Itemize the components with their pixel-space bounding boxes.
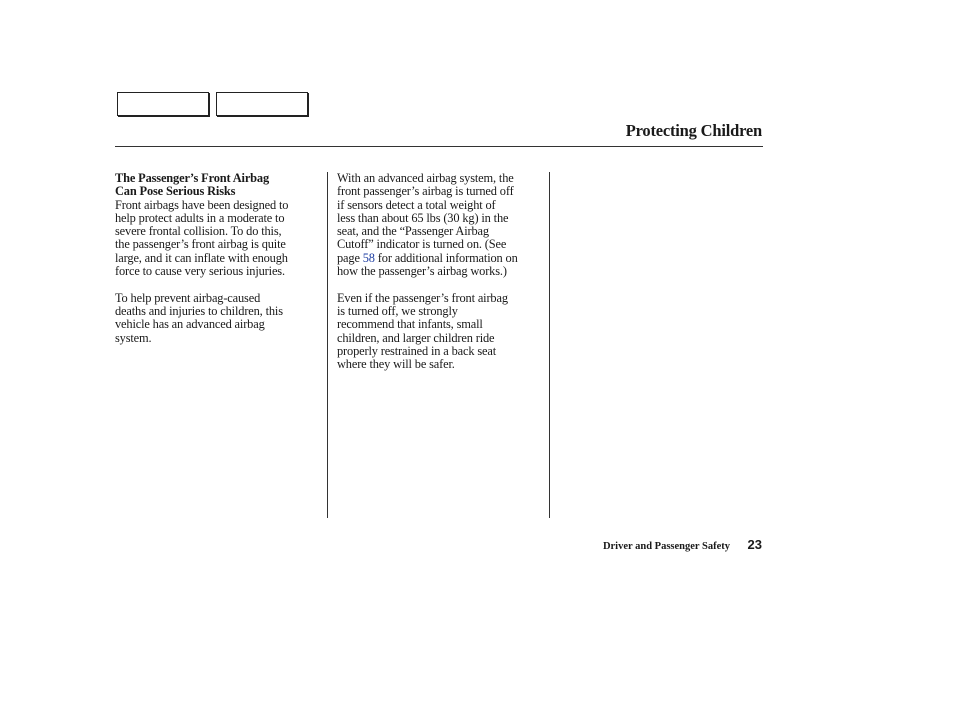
page-ref-suffix: for additional information on [374, 250, 518, 265]
body-text-line: large, and it can inflate with enough [115, 250, 288, 265]
body-text-line [337, 252, 547, 265]
section-heading: Can Pose Serious Risks [115, 184, 236, 199]
body-text-line: help protect adults in a moderate to [115, 210, 285, 225]
body-text-line: how the passenger’s airbag works.) [337, 264, 507, 279]
body-text-line: Even if the passenger’s front airbag [337, 290, 508, 305]
page-number: 23 [747, 537, 762, 552]
body-text-line: To help prevent airbag-caused [115, 290, 261, 305]
section-heading: The Passenger’s Front Airbag [115, 171, 269, 185]
paragraph-gap [337, 278, 547, 291]
text-column-2 [337, 172, 547, 371]
body-text-line: severe frontal collision. To do this, [115, 224, 282, 239]
paragraph-gap [115, 278, 322, 291]
body-text-line: force to cause very serious injuries. [115, 264, 285, 279]
page-58-link[interactable]: 58 [362, 250, 375, 265]
body-text-line: where they will be safer. [337, 357, 455, 372]
nav-button-1[interactable] [117, 92, 209, 116]
body-text-line: recommend that infants, small [337, 317, 483, 332]
body-text-line: Cutoff” indicator is turned on. (See [337, 237, 507, 252]
footer-section-name: Driver and Passenger Safety [602, 541, 730, 552]
body-text-line: is turned off, we strongly [337, 303, 458, 318]
body-text-line: Front airbags have been designed to [115, 197, 289, 212]
nav-button-2[interactable] [216, 92, 308, 116]
body-text-line: system. [115, 330, 152, 345]
body-text-line: the passenger’s front airbag is quite [115, 237, 286, 252]
body-text-line: seat, and the “Passenger Airbag [337, 224, 489, 239]
column-divider [327, 172, 328, 518]
body-text-line: if sensors detect a total weight of [337, 197, 496, 212]
text-column-1 [115, 172, 322, 345]
body-text-line: front passenger’s airbag is turned off [337, 184, 514, 199]
body-text-line: With an advanced airbag system, the [337, 171, 514, 185]
column-divider [549, 172, 550, 518]
body-text-line: children, and larger children ride [337, 330, 495, 345]
title-divider [115, 146, 763, 147]
body-text-line: deaths and injuries to children, this [115, 303, 283, 318]
page-title: Protecting Children [625, 121, 762, 140]
body-text-line: properly restrained in a back seat [337, 343, 497, 358]
body-text-line: less than about 65 lbs (30 kg) in the [337, 210, 509, 225]
body-text-line: vehicle has an advanced airbag [115, 317, 265, 332]
page-ref-prefix: page [337, 250, 363, 265]
